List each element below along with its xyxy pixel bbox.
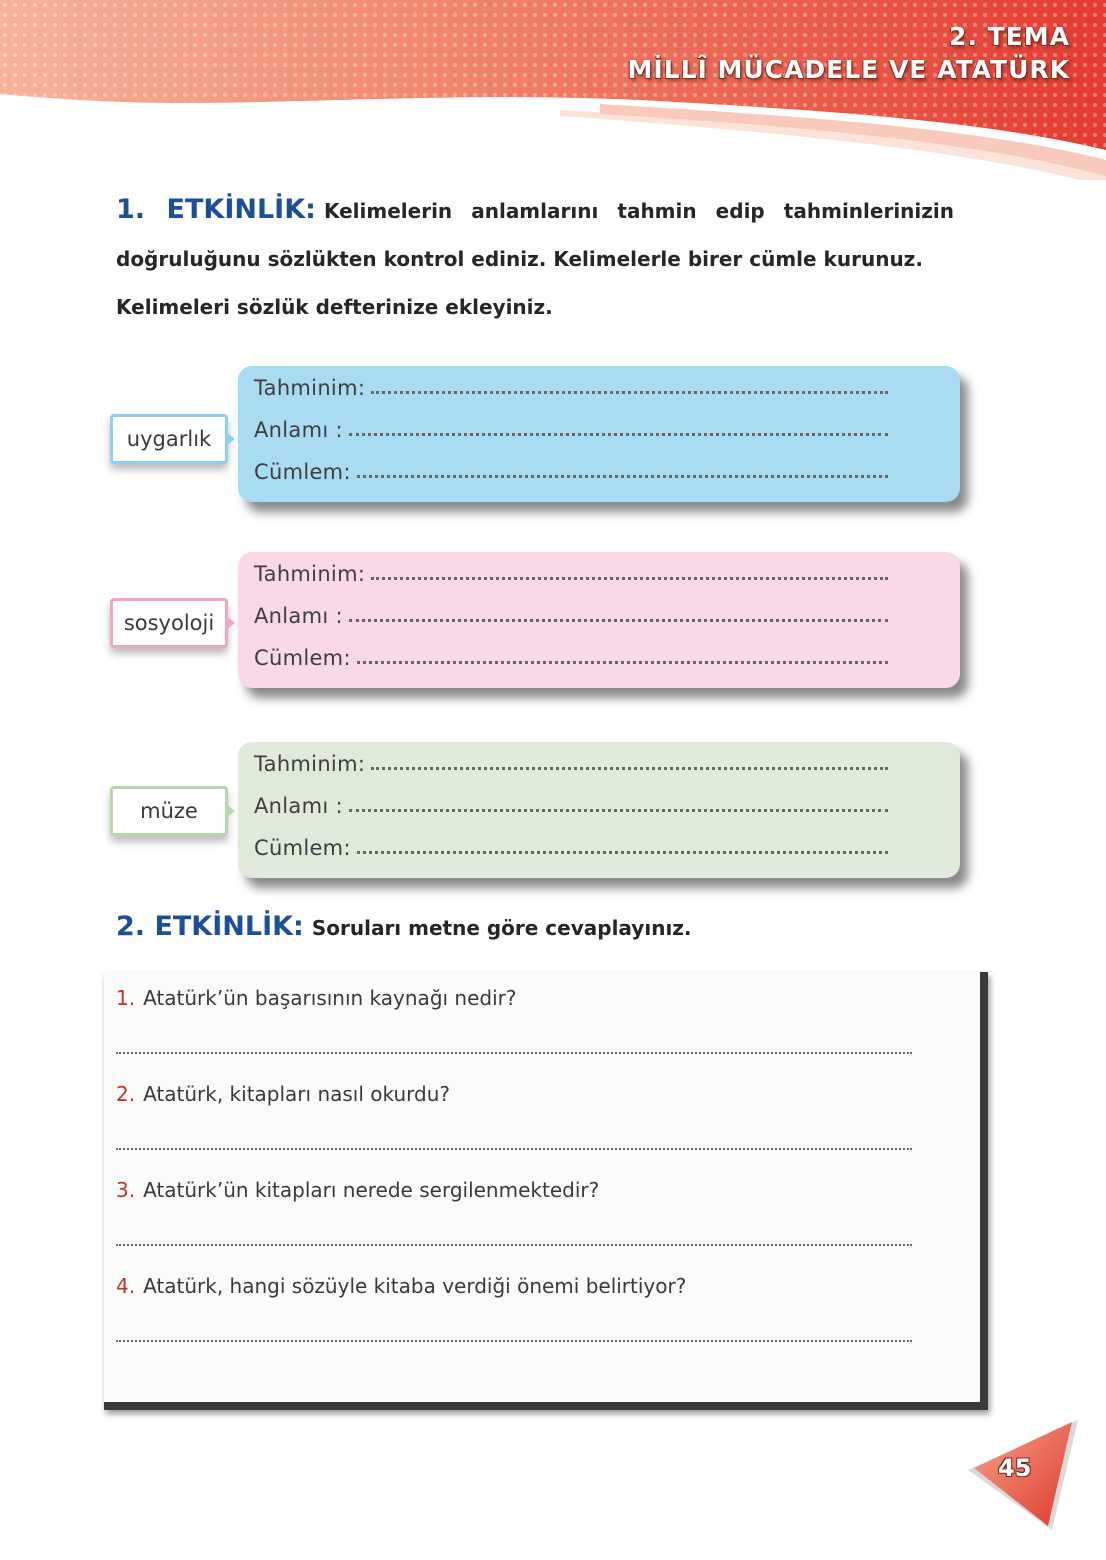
activity2-number: 2. ETKİNLİK: bbox=[116, 911, 304, 942]
word-box bbox=[238, 366, 960, 502]
theme-title bbox=[628, 22, 1071, 88]
meaning-label: Anlamı : bbox=[254, 794, 343, 818]
guess-line[interactable] bbox=[254, 556, 888, 586]
activity1-line1: Kelimelerin anlamlarını tahmin edip tahminlerinizin bbox=[323, 199, 954, 223]
sentence-line[interactable] bbox=[254, 640, 888, 670]
guess-line[interactable] bbox=[254, 746, 888, 776]
meaning-line[interactable] bbox=[254, 788, 888, 818]
word-tag: uygarlık bbox=[110, 414, 228, 464]
question-item: 3. Atatürk’ün kitapları nerede sergilenmektedir? bbox=[116, 1178, 600, 1202]
sentence-line[interactable] bbox=[254, 830, 888, 860]
answer-line[interactable] bbox=[116, 1340, 912, 1342]
sentence-label: Cümlem: bbox=[254, 460, 351, 484]
activity1-line3: Kelimeleri sözlük defterinize ekleyiniz. bbox=[116, 295, 553, 319]
activity2-instruction: Soruları metne göre cevaplayınız. bbox=[311, 916, 692, 940]
guess-label: Tahminim: bbox=[254, 562, 366, 586]
activity1-instructions bbox=[116, 186, 954, 331]
header-banner bbox=[0, 0, 1106, 180]
theme-number: 2. TEMA bbox=[949, 22, 1070, 51]
meaning-label: Anlamı : bbox=[254, 418, 343, 442]
word-row-uygarlik bbox=[0, 366, 1106, 516]
meaning-line[interactable] bbox=[254, 598, 888, 628]
sentence-label: Cümlem: bbox=[254, 836, 351, 860]
guess-label: Tahminim: bbox=[254, 376, 366, 400]
word-box bbox=[238, 552, 960, 688]
word-box bbox=[238, 742, 960, 878]
meaning-line[interactable] bbox=[254, 412, 888, 442]
sentence-label: Cümlem: bbox=[254, 646, 351, 670]
meaning-label: Anlamı : bbox=[254, 604, 343, 628]
guess-label: Tahminim: bbox=[254, 752, 366, 776]
sentence-line[interactable] bbox=[254, 454, 888, 484]
answer-line[interactable] bbox=[116, 1052, 912, 1054]
answer-line[interactable] bbox=[116, 1244, 912, 1246]
activity1-number: 1. ETKİNLİK: bbox=[116, 194, 316, 225]
word-tag: sosyoloji bbox=[110, 598, 228, 648]
question-item: 2. Atatürk, kitapları nasıl okurdu? bbox=[116, 1082, 450, 1106]
page-number-badge bbox=[960, 1410, 1090, 1540]
answer-line[interactable] bbox=[116, 1148, 912, 1150]
theme-name: MİLLÎ MÜCADELE VE ATATÜRK bbox=[627, 55, 1070, 84]
activity1-line2: doğruluğunu sözlükten kontrol ediniz. Kelimelerle birer cümle kurunuz. bbox=[116, 247, 923, 271]
guess-line[interactable] bbox=[254, 370, 888, 400]
question-item: 1. Atatürk’ün başarısının kaynağı nedir? bbox=[116, 986, 517, 1010]
page-number: 45 bbox=[998, 1454, 1032, 1482]
word-row-muze bbox=[0, 742, 1106, 892]
word-row-sosyoloji bbox=[0, 552, 1106, 702]
activity2-heading bbox=[116, 904, 692, 951]
word-tag: müze bbox=[110, 786, 228, 836]
questions-panel bbox=[104, 972, 988, 1410]
question-item: 4. Atatürk, hangi sözüyle kitaba verdiği önemi belirtiyor? bbox=[116, 1274, 687, 1298]
